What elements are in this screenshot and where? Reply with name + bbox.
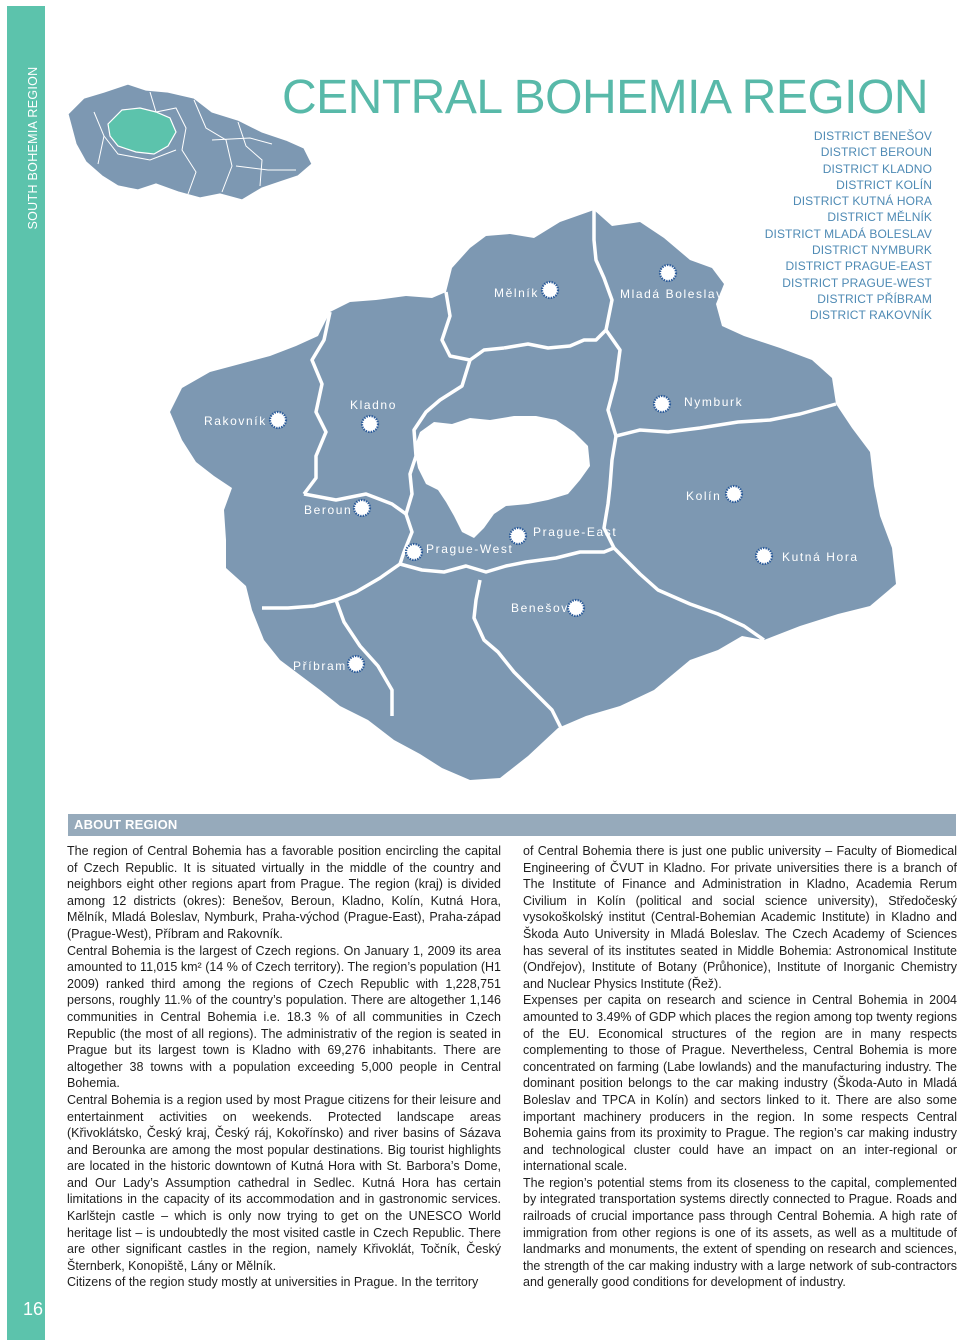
label-pribram: Příbram xyxy=(293,659,347,673)
district-list xyxy=(765,128,932,324)
marker-pribram xyxy=(348,656,364,672)
marker-kolin xyxy=(726,486,742,502)
about-paragraph: Citizens of the region study mostly at universities in Prague. In the territory xyxy=(67,1275,479,1290)
inset-country xyxy=(68,84,312,200)
about-paragraph: The region of Central Bohemia has a favorable position encircling the capital of Czech Republic. It is situated virtually in the middle of the country and neighbors eight other regions apart from Prague. The region (kraj) is divided among 12 districts (okres): Benešov, Beroun, Kladno, Kolín, Kutná Hora, Mělník, Mladá Boleslav, Nymburk, Praha-východ (Prague-East), Praha-západ (Prague-West), Příbram and Rakovník. xyxy=(67,844,501,941)
about-column-right xyxy=(523,843,957,1291)
marker-kutna-hora xyxy=(756,548,772,564)
label-rakovnik: Rakovník xyxy=(204,414,267,428)
label-kutna-hora: Kutná Hora xyxy=(782,550,859,564)
district-list-item: DISTRICT PRAGUE-WEST xyxy=(782,275,932,290)
district-list-item: DISTRICT BENEŠOV xyxy=(813,129,932,143)
about-paragraph: Central Bohemia is a region used by most Prague citizens for their leisure and entertainment activities on weekends. Protected landscape areas (Křivoklátsko, Český kraj, Český ráj, Kokořínsko) and river basins of Sázava and Berounka are among the most popular destinations. Big tourist highlights are located in the historic downtown of Kutná Hora with St. Barbora’s Dome, and Our Lady’s Assumption cathedral in Sedlec. Kutná Hora has certain limitations in the capacity of its accommodation and in gastronomic services. Karlštejn castle – which is only now trying to get on the UNESCO World heritage list – is undoubtedly the most visited castle in Czech Republic. There are other significant castles in the region, namely Křivoklát, Točník, Český Šternberk, Konopiště, Lány or Mělník. xyxy=(67,1092,501,1273)
about-paragraph: Central Bohemia is the largest of Czech regions. On January 1, 2009 its area amounted to 11,015 km² (14 % of Czech territory). The region’s population (H1 2009) ranked third among the regions of Czech Republic with 1,228,751 persons, roughly 11.% of the country’s population. There are altogether 1,146 communities in Central Bohemia i.e. 18.3 % of all communities in Czech Republic (the most of all regions). The administrativ of the region is seated in Prague but its largest town is Kladno with 69,276 inhabitants. There are altogether 38 towns with a population exceeding 5,000 people in Central Bohemia. xyxy=(67,943,501,1091)
district-list-item: DISTRICT MĚLNÍK xyxy=(827,210,932,225)
marker-rakovnik xyxy=(270,412,286,428)
label-prague-east: Prague-East xyxy=(533,525,618,539)
marker-beroun xyxy=(354,500,370,516)
marker-mlada-boleslav xyxy=(660,265,676,281)
label-kolin: Kolín xyxy=(686,489,722,503)
marker-benesov xyxy=(568,600,584,616)
label-mlada-boleslav: Mladá Boleslav xyxy=(620,287,724,301)
label-nymburk: Nymburk xyxy=(684,395,744,409)
label-prague-west: Prague-West xyxy=(426,542,514,556)
marker-prague-west xyxy=(406,544,422,560)
district-list-item: DISTRICT PŘÍBRAM xyxy=(817,291,932,306)
about-heading-bar xyxy=(68,814,956,836)
inset-map xyxy=(68,84,312,200)
district-list-item: DISTRICT MLADÁ BOLESLAV xyxy=(764,226,932,241)
label-kladno: Kladno xyxy=(350,398,397,412)
running-head: SOUTH BOHEMIA REGION xyxy=(26,66,40,230)
marker-nymburk xyxy=(654,396,670,412)
marker-kladno xyxy=(362,416,378,432)
district-list-item: DISTRICT KUTNÁ HORA xyxy=(792,194,932,209)
about-paragraph: of Central Bohemia there is just one public university – Faculty of Biomedical Engineering of ČVUT in Kladno. For private universities there is a branch of The Institute of Finance and Administration in Kladno, Academia Rerum Civilium in Kolín (political and social science university), Středočeský vysokoškolský institut (Central-Bohemian Academic Institute) in Kladno and Škoda Auto University in Mladá Boleslav. The Czech Academy of Sciences has several of its institutes seated in Middle Bohemia: Astronomical Institute (Ondřejov), Institute of Botany (Průhonice), Institute of Inorganic Chemistry and Nuclear Physics Institute (Řež). xyxy=(523,844,957,991)
label-beroun: Beroun xyxy=(304,503,353,517)
about-column-left xyxy=(67,843,501,1291)
district-list-item: DISTRICT NYMBURK xyxy=(811,243,932,258)
page-number: 16 xyxy=(22,1299,44,1319)
label-benesov: Benešov xyxy=(511,601,569,615)
district-list-item: DISTRICT KOLÍN xyxy=(836,177,932,192)
district-list-item: DISTRICT RAKOVNÍK xyxy=(809,308,932,323)
about-heading: ABOUT REGION xyxy=(74,817,178,832)
district-list-item: DISTRICT KLADNO xyxy=(822,161,932,176)
district-list-item: DISTRICT BEROUN xyxy=(820,145,932,160)
district-list-item: DISTRICT PRAGUE-EAST xyxy=(785,259,932,274)
marker-melnik xyxy=(542,282,558,298)
about-paragraph: The region’s potential stems from its closeness to the capital, complemented by integrated transportation systems directly connected to Prague. Roads and railroads of crucial importance pass through Central Bohemia. A high rate of immigration from other regions is one of its assets, as well as a multitude of landmarks and monuments, the extent of spending on research and sciences, the strength of the car making industry with a large network of sub-contractors and generally good conditions for development of industry. xyxy=(523,1175,957,1290)
label-melnik: Mělník xyxy=(494,286,539,300)
about-paragraph: Expenses per capita on research and science in Central Bohemia in 2004 amounted to 3.49% of GDP which places the region among top twenty regions of the EU. Economical structures of the region are in many respects complementing to those of Prague. Nevertheless, Central Bohemia is more concentrated on farming (Labe lowlands) and the manufacturing industry. The dominant position belongs to the car making industry (Škoda-Auto in Mladá Boleslav and TPCA in Kolín) and sectors linked to it. There are also some important machinery producers in the region. In some respects Central Bohemia gains from its proximity to Prague. The region’s car making industry and technological cluster could have an impact on an inter-regional or international scale. xyxy=(523,993,957,1174)
page-title: CENTRAL BOHEMIA REGION xyxy=(282,71,928,124)
